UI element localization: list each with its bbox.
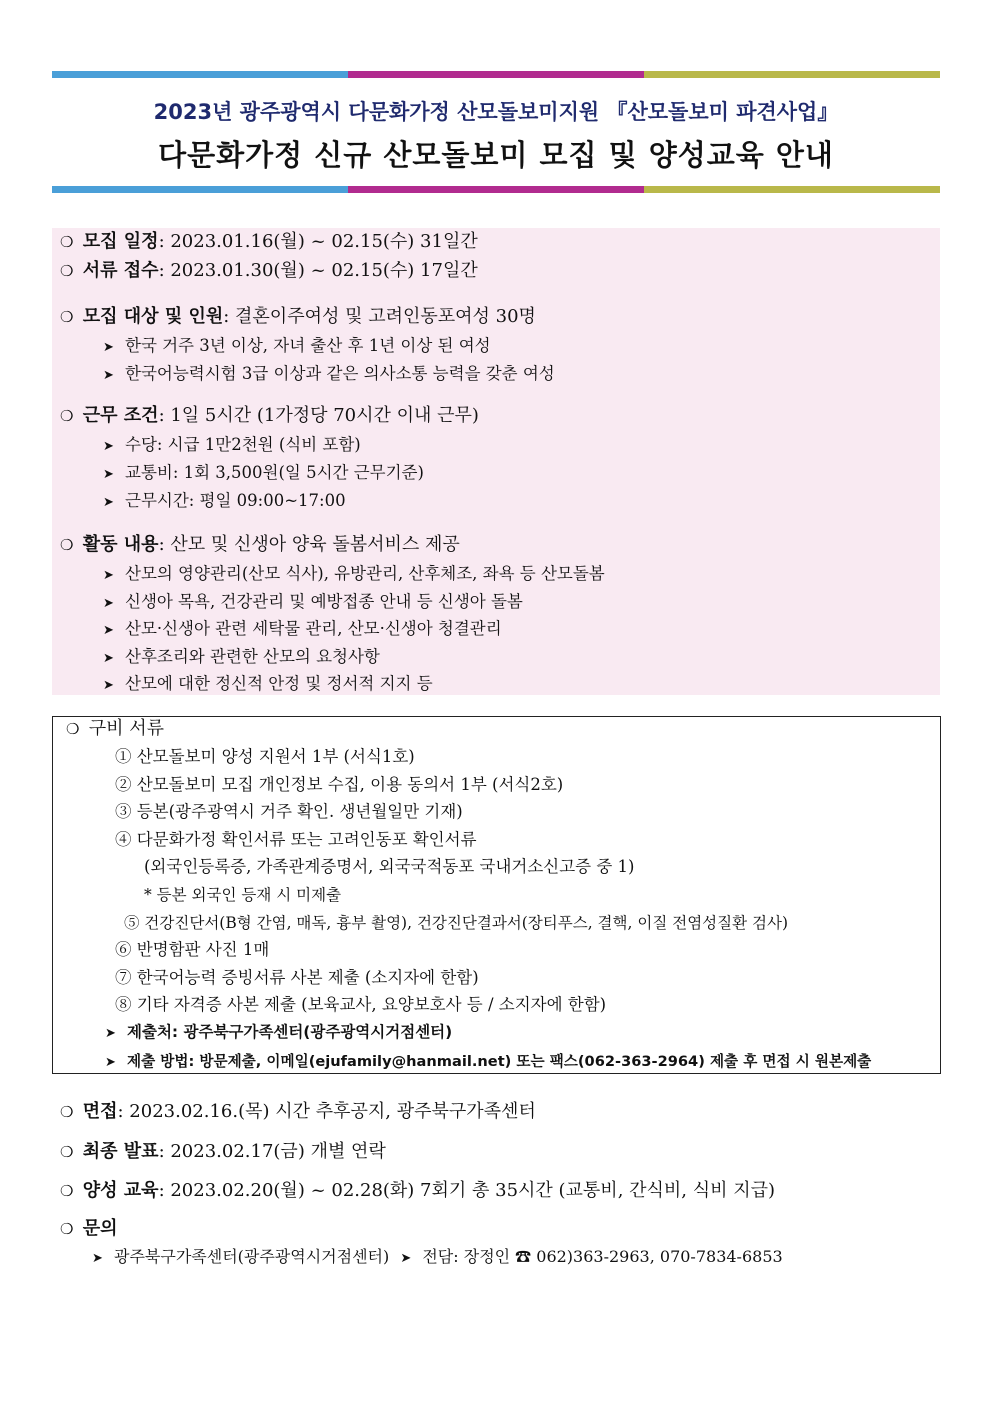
circle-bullet-icon: ❍ xyxy=(66,720,80,738)
activities-item-text: 산모에 대한 정신적 안정 및 정서적 지지 등 xyxy=(125,674,433,693)
document-item-detail: (외국인등록증, 가족관계증명서, 외국국적동포 국내거소신고증 중 1) xyxy=(144,857,635,876)
activities-label: 활동 내용 xyxy=(82,534,159,555)
submit-to-text: 제출처: 광주북구가족센터(광주광역시거점센터) xyxy=(127,1023,453,1041)
conditions-item-text: 근무시간: 평일 09:00~17:00 xyxy=(125,491,346,510)
activities-item xyxy=(103,591,523,615)
submit-method-line xyxy=(105,1050,871,1074)
circle-bullet-icon: ❍ xyxy=(60,1143,74,1161)
conditions-label: 근무 조건 xyxy=(82,405,159,426)
activities-line xyxy=(60,534,460,556)
activities-item-text: 신생아 목욕, 건강관리 및 예방접종 안내 등 신생아 돌봄 xyxy=(125,592,523,611)
arrow-bullet-icon: ➤ xyxy=(103,439,114,454)
arrow-bullet-icon: ➤ xyxy=(105,1055,116,1070)
announcement-line xyxy=(60,1141,386,1163)
recruit-period-line xyxy=(60,231,478,253)
documents-heading xyxy=(66,718,164,740)
document-item: ② 산모돌보미 모집 개인정보 수집, 이용 동의서 1부 (서식2호) xyxy=(115,775,564,794)
submit-to-line xyxy=(105,1021,452,1045)
header-top-color-bar xyxy=(52,71,940,78)
circle-bullet-icon: ❍ xyxy=(60,1182,74,1200)
bar-segment-blue xyxy=(52,186,348,193)
arrow-bullet-icon: ➤ xyxy=(103,368,114,383)
page-title: 다문화가정 신규 산모돌보미 모집 및 양성교육 안내 xyxy=(158,138,834,172)
announcement-label: 최종 발표 xyxy=(82,1141,159,1162)
interview-line xyxy=(60,1101,536,1123)
target-item-text: 한국어능력시험 3급 이상과 같은 의사소통 능력을 갖춘 여성 xyxy=(125,364,555,383)
conditions-item-text: 교통비: 1회 3,500원(일 5시간 근무기준) xyxy=(125,463,424,482)
activities-item-text: 산모의 영양관리(산모 식사), 유방관리, 산후체조, 좌욕 등 산모돌봄 xyxy=(125,564,605,583)
target-value: : 결혼이주여성 및 고려인동포여성 30명 xyxy=(223,306,536,327)
inquiry-line xyxy=(60,1218,118,1240)
document-item: ① 산모돌보미 양성 지원서 1부 (서식1호) xyxy=(115,747,415,766)
conditions-item xyxy=(103,490,346,514)
target-label: 모집 대상 및 인원 xyxy=(82,306,224,327)
arrow-bullet-icon: ➤ xyxy=(400,1251,412,1266)
document-item-note: * 등본 외국인 등재 시 미제출 xyxy=(144,886,342,904)
activities-item xyxy=(103,618,502,642)
page-subtitle: 2023년 광주광역시 다문화가정 산모돌보미지원 『산모돌보미 파견사업』 xyxy=(153,100,839,124)
conditions-item xyxy=(103,462,424,486)
doc-receipt-value: : 2023.01.30(월) ~ 02.15(수) 17일간 xyxy=(158,260,478,281)
conditions-line xyxy=(60,405,479,427)
circle-bullet-icon: ❍ xyxy=(60,308,74,326)
bar-segment-blue xyxy=(52,71,348,78)
circle-bullet-icon: ❍ xyxy=(60,536,74,554)
arrow-bullet-icon: ➤ xyxy=(103,340,114,355)
activities-item-text: 산후조리와 관련한 산모의 요청사항 xyxy=(125,647,380,666)
interview-value: : 2023.02.16.(목) 시간 추후공지, 광주북구가족센터 xyxy=(117,1101,536,1122)
inquiry-contact: 전담: 장정인 ☎ 062)363-2963, 070-7834-6853 xyxy=(422,1247,783,1266)
target-item-text: 한국 거주 3년 이상, 자녀 출산 후 1년 이상 된 여성 xyxy=(125,336,491,355)
conditions-item xyxy=(103,434,361,458)
bar-segment-olive xyxy=(644,71,940,78)
activities-item xyxy=(103,646,380,670)
arrow-bullet-icon: ➤ xyxy=(92,1251,103,1266)
arrow-bullet-icon: ➤ xyxy=(103,467,114,482)
training-value: : 2023.02.20(월) ~ 02.28(화) 7회기 총 35시간 (교통비, 간식비, 식비 지급) xyxy=(158,1180,776,1201)
arrow-bullet-icon: ➤ xyxy=(105,1026,116,1041)
document-item: ⑦ 한국어능력 증빙서류 사본 제출 (소지자에 한함) xyxy=(115,968,479,987)
target-item xyxy=(103,335,491,359)
circle-bullet-icon: ❍ xyxy=(60,233,74,251)
training-line xyxy=(60,1180,775,1202)
target-line xyxy=(60,306,536,328)
documents-label: 구비 서류 xyxy=(88,718,165,739)
conditions-item-text: 수당: 시급 1만2천원 (식비 포함) xyxy=(125,435,361,454)
activities-value: : 산모 및 신생아 양육 돌봄서비스 제공 xyxy=(158,534,460,555)
document-item: ③ 등본(광주광역시 거주 확인. 생년월일만 기재) xyxy=(115,802,463,821)
announcement-value: : 2023.02.17(금) 개별 연락 xyxy=(158,1141,386,1162)
arrow-bullet-icon: ➤ xyxy=(103,596,114,611)
recruit-period-value: : 2023.01.16(월) ~ 02.15(수) 31일간 xyxy=(158,231,478,252)
doc-receipt-label: 서류 접수 xyxy=(82,260,159,281)
document-item: ④ 다문화가정 확인서류 또는 고려인동포 확인서류 xyxy=(115,830,477,849)
circle-bullet-icon: ❍ xyxy=(60,1220,74,1238)
document-item: ⑥ 반명함판 사진 1매 xyxy=(115,940,270,959)
activities-item xyxy=(103,563,605,587)
inquiry-contact-line xyxy=(92,1246,783,1270)
arrow-bullet-icon: ➤ xyxy=(103,495,114,510)
submit-method-text: 제출 방법: 방문제출, 이메일(ejufamily@hanmail.net) 또는 팩스(062-363-2964) 제출 후 면접 시 원본제출 xyxy=(127,1053,872,1070)
circle-bullet-icon: ❍ xyxy=(60,262,74,280)
activities-item xyxy=(103,673,433,697)
training-label: 양성 교육 xyxy=(82,1180,159,1201)
inquiry-center: 광주북구가족센터(광주광역시거점센터) xyxy=(114,1247,390,1266)
bar-segment-magenta xyxy=(348,186,644,193)
recruit-period-label: 모집 일정 xyxy=(82,231,159,252)
bar-segment-magenta xyxy=(348,71,644,78)
doc-receipt-line xyxy=(60,260,478,282)
document-item: ⑤ 건강진단서(B형 간염, 매독, 흉부 촬영), 건강진단결과서(장티푸스, 결핵, 이질 전염성질환 검사) xyxy=(124,914,789,932)
bar-segment-olive xyxy=(644,186,940,193)
circle-bullet-icon: ❍ xyxy=(60,407,74,425)
target-item xyxy=(103,363,555,387)
document-item: ⑧ 기타 자격증 사본 제출 (보육교사, 요양보호사 등 / 소지자에 한함) xyxy=(115,995,607,1014)
conditions-value: : 1일 5시간 (1가정당 70시간 이내 근무) xyxy=(158,405,479,426)
arrow-bullet-icon: ➤ xyxy=(103,678,114,693)
arrow-bullet-icon: ➤ xyxy=(103,623,114,638)
header-bottom-color-bar xyxy=(52,186,940,193)
activities-item-text: 산모·신생아 관련 세탁물 관리, 산모·신생아 청결관리 xyxy=(125,619,502,638)
interview-label: 면접 xyxy=(82,1101,118,1122)
arrow-bullet-icon: ➤ xyxy=(103,568,114,583)
arrow-bullet-icon: ➤ xyxy=(103,651,114,666)
inquiry-label: 문의 xyxy=(82,1218,118,1239)
circle-bullet-icon: ❍ xyxy=(60,1103,74,1121)
